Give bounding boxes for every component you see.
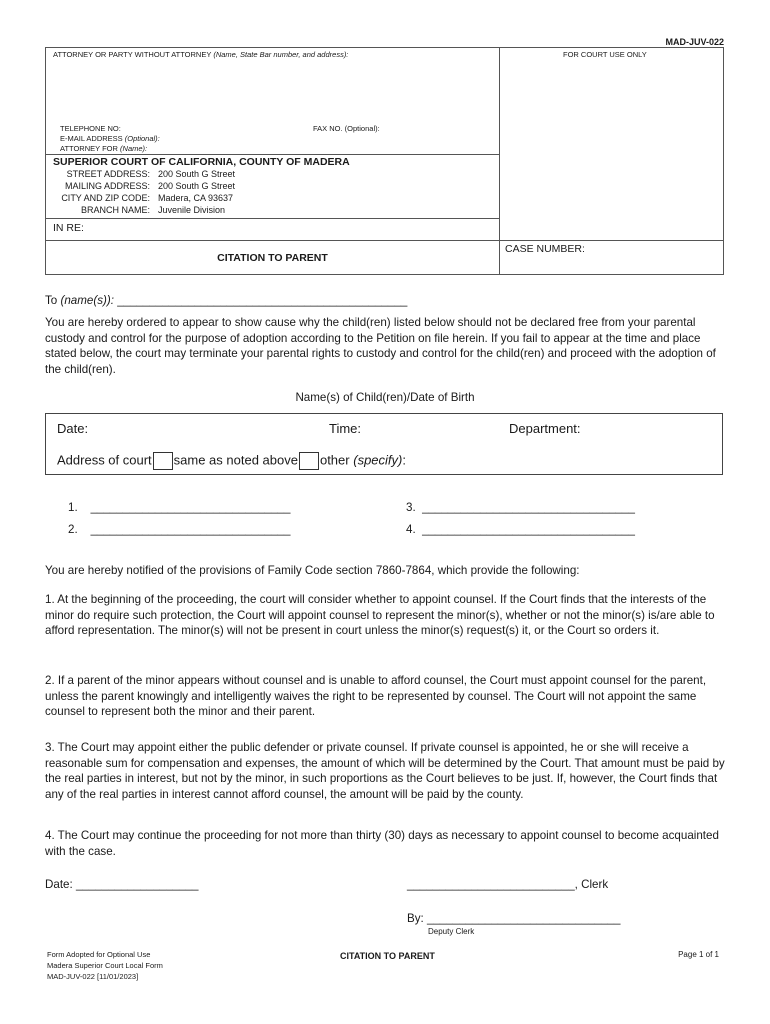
provision-3: 3. The Court may appoint either the public defender or private counsel. If private counsel is appointed, he or she will receive a reasonable sum for compensation and expenses, the amount of which will be determined by the Court. That amount must be paid by the real parties in interest, but not by the minor, in such proportions as the Court believes to be just. If, however, the Court finds that any of the real parties in interest cannot afford counsel, the amount will be paid by the county. [45,741,725,801]
mailing-address: MAILING ADDRESS: 200 South G Street [64,181,236,191]
provision-4: 4. The Court may continue the proceeding for not more than thirty (30) days as necessary to appoint counsel to become acquainted with the case. [45,829,719,858]
provision-1: 1. At the beginning of the proceeding, the court will consider whether to appoint counsel. If the Court finds that the interests of the minor do require such protection, the Court will appoint counsel to represent the minor(s), whether or not the minor(s) is/are able to afford representation. The minor(s) will not be present in court unless the minor(s) request(s) it, or the Court so orders it. [45,593,715,637]
case-number-label: CASE NUMBER: [505,243,585,255]
city-zip: CITY AND ZIP CODE: Madera, CA 93637 [61,193,234,203]
deputy-signature[interactable]: By: ______________________________ [407,912,621,925]
court-address-row: Address of court same as noted above other (specify): [57,452,406,470]
child-line-3[interactable]: 3. _________________________________ [406,501,635,514]
child-line-1[interactable]: 1. _______________________________ [68,501,291,514]
caption-divider-inre [45,218,500,219]
in-re-label: IN RE: [53,222,84,234]
deputy-clerk-label: Deputy Clerk [428,927,475,936]
fax-label: FAX NO. (Optional): [313,124,380,133]
child-line-2[interactable]: 2. _______________________________ [68,523,291,536]
caption-divider-title [45,240,724,241]
clerk-signature[interactable]: __________________________, Clerk [407,878,609,891]
children-heading: Name(s) of Child(ren)/Date of Birth [295,391,475,404]
footer-local-form: Madera Superior Court Local Form [47,961,163,970]
telephone-label: TELEPHONE NO: [60,124,121,133]
branch-name: BRANCH NAME: Juvenile Division [80,205,226,215]
attorney-label: ATTORNEY OR PARTY WITHOUT ATTORNEY (Name, State Bar number, and address): [53,50,349,59]
footer-title: CITATION TO PARENT [340,951,435,961]
court-use-label: FOR COURT USE ONLY [563,50,647,59]
notice-paragraph: You are hereby notified of the provisions of Family Code section 7860-7864, which provide the following: [45,564,580,577]
footer-form-number: MAD-JUV-022 [11/01/2023] [47,972,139,981]
street-address: STREET ADDRESS: 200 South G Street [66,169,236,179]
caption-divider-court [45,154,500,155]
intro-paragraph: You are hereby ordered to appear to show cause why the child(ren) listed below should not be declared free from your parental custody and control for the purpose of adoption according to the Petition on file herein. If you fail to appear at the time and place stated below, the court may terminate your parental rights to custody and control for the child(ren) and proceed with the adoption of the child(ren). [45,316,716,376]
page-number: Page 1 of 1 [678,950,719,959]
signature-date[interactable]: Date: ___________________ [45,878,199,891]
provision-2: 2. If a parent of the minor appears without counsel and is unable to afford counsel, the Court must appoint counsel for the parent, unless the parent knowingly and intelligently waives the right to be represented by counsel. The Court will not appoint the same counsel to represent both the minor and their parent. [45,674,707,718]
hearing-date-label: Date: [57,421,89,436]
court-name: SUPERIOR COURT OF CALIFORNIA, COUNTY OF MADERA [53,156,350,168]
child-line-4[interactable]: 4. _________________________________ [406,523,635,536]
email-label: E-MAIL ADDRESS (Optional): [60,134,160,143]
footer-adopted: Form Adopted for Optional Use [47,950,151,959]
to-line: To (name(s)): _____________________________________________ [45,294,408,307]
same-address-checkbox[interactable] [153,452,173,470]
hearing-time-label: Time: [329,421,362,436]
attorney-for-label: ATTORNEY FOR (Name): [60,144,148,153]
other-address-checkbox[interactable] [299,452,319,470]
form-title: CITATION TO PARENT [217,252,328,264]
form-id: MAD-JUV-022 [665,37,724,47]
hearing-department-label: Department: [509,421,581,436]
